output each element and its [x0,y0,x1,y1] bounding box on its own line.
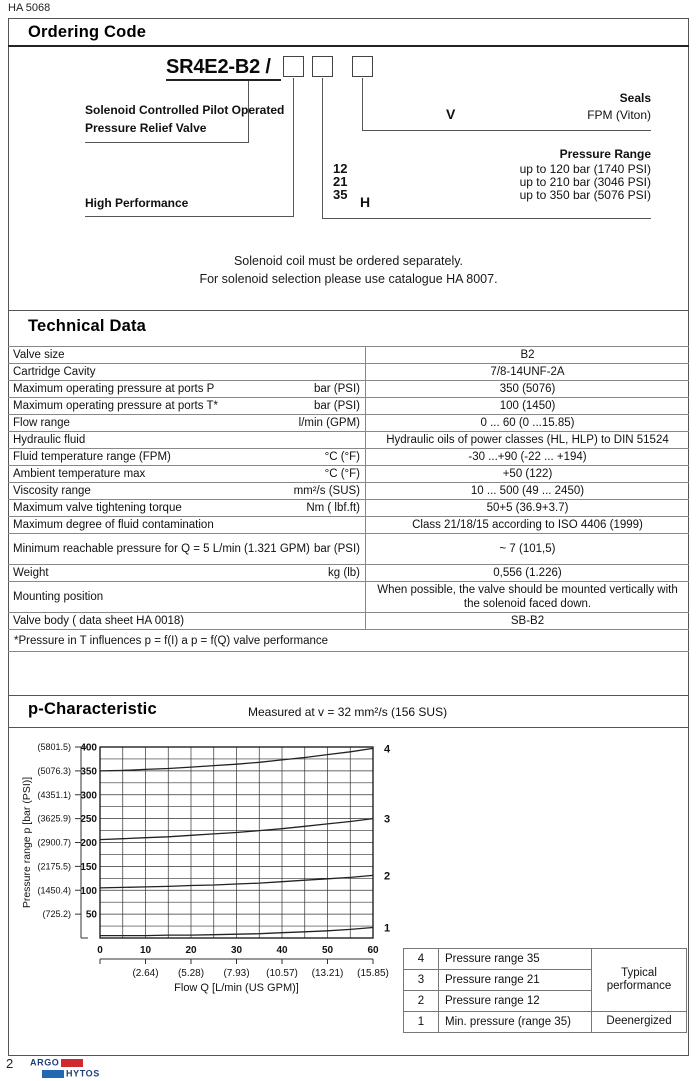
valve-function-label-line1: Solenoid Controlled Pilot Operated [85,103,285,117]
tech-row-label: Mounting position [13,590,104,603]
y-axis-bar-label: 250 [80,814,97,826]
tech-table-row [8,582,689,613]
y-axis-bar-label: 100 [80,885,97,897]
tech-row-value: Hydraulic oils of power classes (HL, HLP) to DIN 51524 [365,432,689,448]
high-performance-label: High Performance [85,196,189,210]
tech-row-label: Valve size [13,348,65,361]
tech-row-value: 350 (5076) [365,381,689,397]
legend-group-note: Typical performance [592,949,687,1012]
x-axis-gpm-label: (5.28) [177,968,205,979]
tech-row-unit: °C (°F) [324,450,360,463]
ordering-band-divider [8,45,689,47]
tech-row-unit: bar (PSI) [313,382,360,395]
x-axis-gpm-label: (10.57) [266,968,298,979]
tech-row-label: Ambient temperature max [13,467,146,480]
ordering-base-code: SR4E2-B2 / [166,56,271,78]
tech-row-unit: kg (lb) [328,566,360,579]
brand-logo-row1 [30,1058,100,1067]
doc-number: HA 5068 [8,2,51,14]
x-axis-lmin-label: 30 [230,945,243,956]
tech-row-unit: Nm ( lbf.ft) [306,501,360,514]
characteristic-band-top [8,695,689,696]
tech-row-value: 0,556 (1.226) [365,565,689,581]
tech-row-value: When possible, the valve should be mounted vertically with the solenoid faced down. [365,582,689,612]
tech-row-value: ~ 7 (101,5) [365,534,689,564]
tech-row-label: Cartridge Cavity [13,365,96,378]
legend-row [404,949,687,970]
x-axis-lmin-label: 40 [276,945,288,956]
tech-table-row [8,500,689,517]
legend-deenergized-note: Deenergized [592,1012,687,1033]
x-axis-gpm-label: (13.21) [311,968,344,979]
section-title-p-characteristic: p-Characteristic [28,700,157,718]
tech-table-row [8,449,689,466]
tech-row-value: 0 ... 60 (0 ...15.85) [365,415,689,431]
tech-row-label: Maximum operating pressure at ports P [13,382,215,395]
y-axis-title: Pressure range p [bar (PSI)] [21,776,33,909]
y-axis-psi-label: (5801.5) [37,742,71,752]
x-axis-lmin-label: 60 [367,945,379,956]
legend-curve-number: 1 [404,1012,439,1033]
p-characteristic-chart [0,735,460,1005]
legend-curve-number: 2 [404,991,439,1012]
characteristic-band-bottom [8,727,689,728]
y-axis-bar-label: 300 [80,790,97,802]
connector-pressure-h [322,218,651,219]
pressure-range-desc-12: up to 120 bar (1740 PSI) [519,162,651,176]
solenoid-note-line1: Solenoid coil must be ordered separately. [233,254,464,268]
brand-logo-row2 [42,1069,100,1078]
high-performance-code: H [360,194,371,210]
tech-row-label: Maximum valve tightening torque [13,501,182,514]
tech-row-label: Maximum operating pressure at ports T* [13,399,218,412]
connector-seals-v [362,78,363,130]
legend-curve-number: 4 [404,949,439,970]
tech-row-label: Maximum degree of fluid contamination [13,518,214,531]
brand-argo-text: ARGO [30,1057,60,1068]
tech-row-unit: bar (PSI) [313,399,360,412]
curve-label-1: 1 [384,922,391,935]
tech-table-row [8,534,689,565]
legend-curve-desc: Min. pressure (range 35) [439,1012,592,1033]
pressure-range-desc-21: up to 210 bar (3046 PSI) [519,175,651,189]
seals-desc: FPM (Viton) [587,108,651,122]
tech-row-value: 10 ... 500 (49 ... 2450) [365,483,689,499]
legend-curve-desc: Pressure range 21 [439,970,592,991]
y-axis-psi-label: (1450.4) [37,885,71,896]
tech-row-unit: °C (°F) [324,467,360,480]
valve-function-label-line2: Pressure Relief Valve [85,121,207,135]
tech-table-row [8,398,689,415]
connector-pressure-v [322,78,323,218]
tech-row-value: 100 (1450) [365,398,689,414]
pressure-range-code-12: 12 [333,161,348,176]
tech-row-value: -30 ...+90 (-22 ... +194) [365,449,689,465]
section-title-ordering-code: Ordering Code [28,23,147,41]
tech-row-value: B2 [365,347,689,363]
y-axis-bar-label: 50 [85,909,97,921]
tech-row-label: Valve body ( data sheet HA 0018) [13,614,185,627]
technical-data-table [8,346,689,652]
x-axis-lmin-label: 10 [139,945,152,956]
ordering-box-2 [312,56,333,77]
tech-row-value: +50 (122) [365,466,689,482]
tech-table-row [8,347,689,364]
connector-hp-h [85,216,294,217]
tech-row-value: 50+5 (36.9+3.7) [365,500,689,516]
tech-table-row [8,613,689,630]
tech-table-row [8,432,689,449]
connector-seals-h [362,130,651,131]
brand-blue-block [42,1070,64,1078]
tech-table-row [8,565,689,582]
brand-logo [30,1058,100,1079]
tech-row-label: Fluid temperature range (FPM) [13,450,171,463]
y-axis-psi-label: (4351.1) [37,789,71,800]
legend-curve-desc: Pressure range 35 [439,949,592,970]
brand-red-block [61,1059,83,1067]
legend-curve-desc: Pressure range 12 [439,991,592,1012]
tech-row-value: SB-B2 [365,613,689,629]
pressure-range-heading: Pressure Range [559,147,651,161]
y-axis-psi-label: (5076.3) [37,765,71,776]
y-axis-bar-label: 400 [80,742,97,754]
tech-table-row [8,483,689,500]
y-axis-bar-label: 150 [80,861,97,873]
pressure-range-desc-35: up to 350 bar (5076 PSI) [519,188,651,202]
curve-legend-table [403,948,687,1033]
ordering-box-1 [283,56,304,77]
solenoid-note-line2: For solenoid selection please use catalogue HA 8007. [199,272,498,286]
y-axis-bar-label: 200 [80,838,97,849]
x-axis-lmin-label: 0 [97,945,103,956]
tech-row-label: Hydraulic fluid [13,433,86,446]
y-axis-psi-label: (2175.5) [37,861,71,872]
tech-table-footnote: *Pressure in T influences p = f(I) a p = f(Q) valve performance [8,630,689,652]
tech-table-row [8,364,689,381]
tech-table-row [8,381,689,398]
y-axis-psi-label: (3625.9) [37,813,71,824]
tech-table-row [8,415,689,432]
x-axis-title: Flow Q [L/min (US GPM)] [174,982,299,994]
tech-row-unit: mm²/s (SUS) [293,484,360,497]
tech-row-value: 7/8-14UNF-2A [365,364,689,380]
tech-row-label: Viscosity range [13,484,91,497]
x-axis-gpm-label: (15.85) [357,968,389,979]
connector-solenoid-h [85,142,249,143]
tech-row-label: Minimum reachable pressure for Q = 5 L/min (1.321 GPM) [13,542,310,555]
brand-hytos-text: HYTOS [66,1068,100,1079]
curve-label-2: 2 [384,870,391,883]
x-axis-lmin-label: 20 [185,945,197,956]
page-number: 2 [6,1056,14,1071]
base-code-underline [166,79,281,81]
pressure-range-code-21: 21 [333,174,348,189]
technical-band-top [8,310,689,311]
x-axis-gpm-label: (7.93) [223,968,250,979]
tech-table-row [8,466,689,483]
curve-label-4: 4 [384,743,391,756]
connector-hp-v [293,78,294,216]
tech-row-unit: bar (PSI) [313,542,360,555]
seals-heading: Seals [619,91,651,105]
tech-row-value: Class 21/18/15 according to ISO 4406 (1999) [365,517,689,533]
legend-curve-number: 3 [404,970,439,991]
tech-row-unit: l/min (GPM) [298,416,360,429]
x-axis-lmin-label: 50 [321,945,334,956]
tech-row-label: Flow range [13,416,70,429]
section-title-technical-data: Technical Data [28,317,147,335]
y-axis-psi-label: (725.2) [42,909,71,920]
tech-table-row [8,517,689,534]
pressure-range-code-35: 35 [333,187,348,202]
tech-row-label: Weight [13,566,49,579]
legend-row [404,1012,687,1033]
measurement-condition: Measured at v = 32 mm²/s (156 SUS) [248,705,448,719]
y-axis-psi-label: (2900.7) [37,837,71,848]
curve-label-3: 3 [384,813,391,826]
y-axis-bar-label: 350 [80,766,97,778]
ordering-box-3 [352,56,373,77]
seals-code: V [446,106,456,122]
x-axis-gpm-label: (2.64) [132,968,159,979]
